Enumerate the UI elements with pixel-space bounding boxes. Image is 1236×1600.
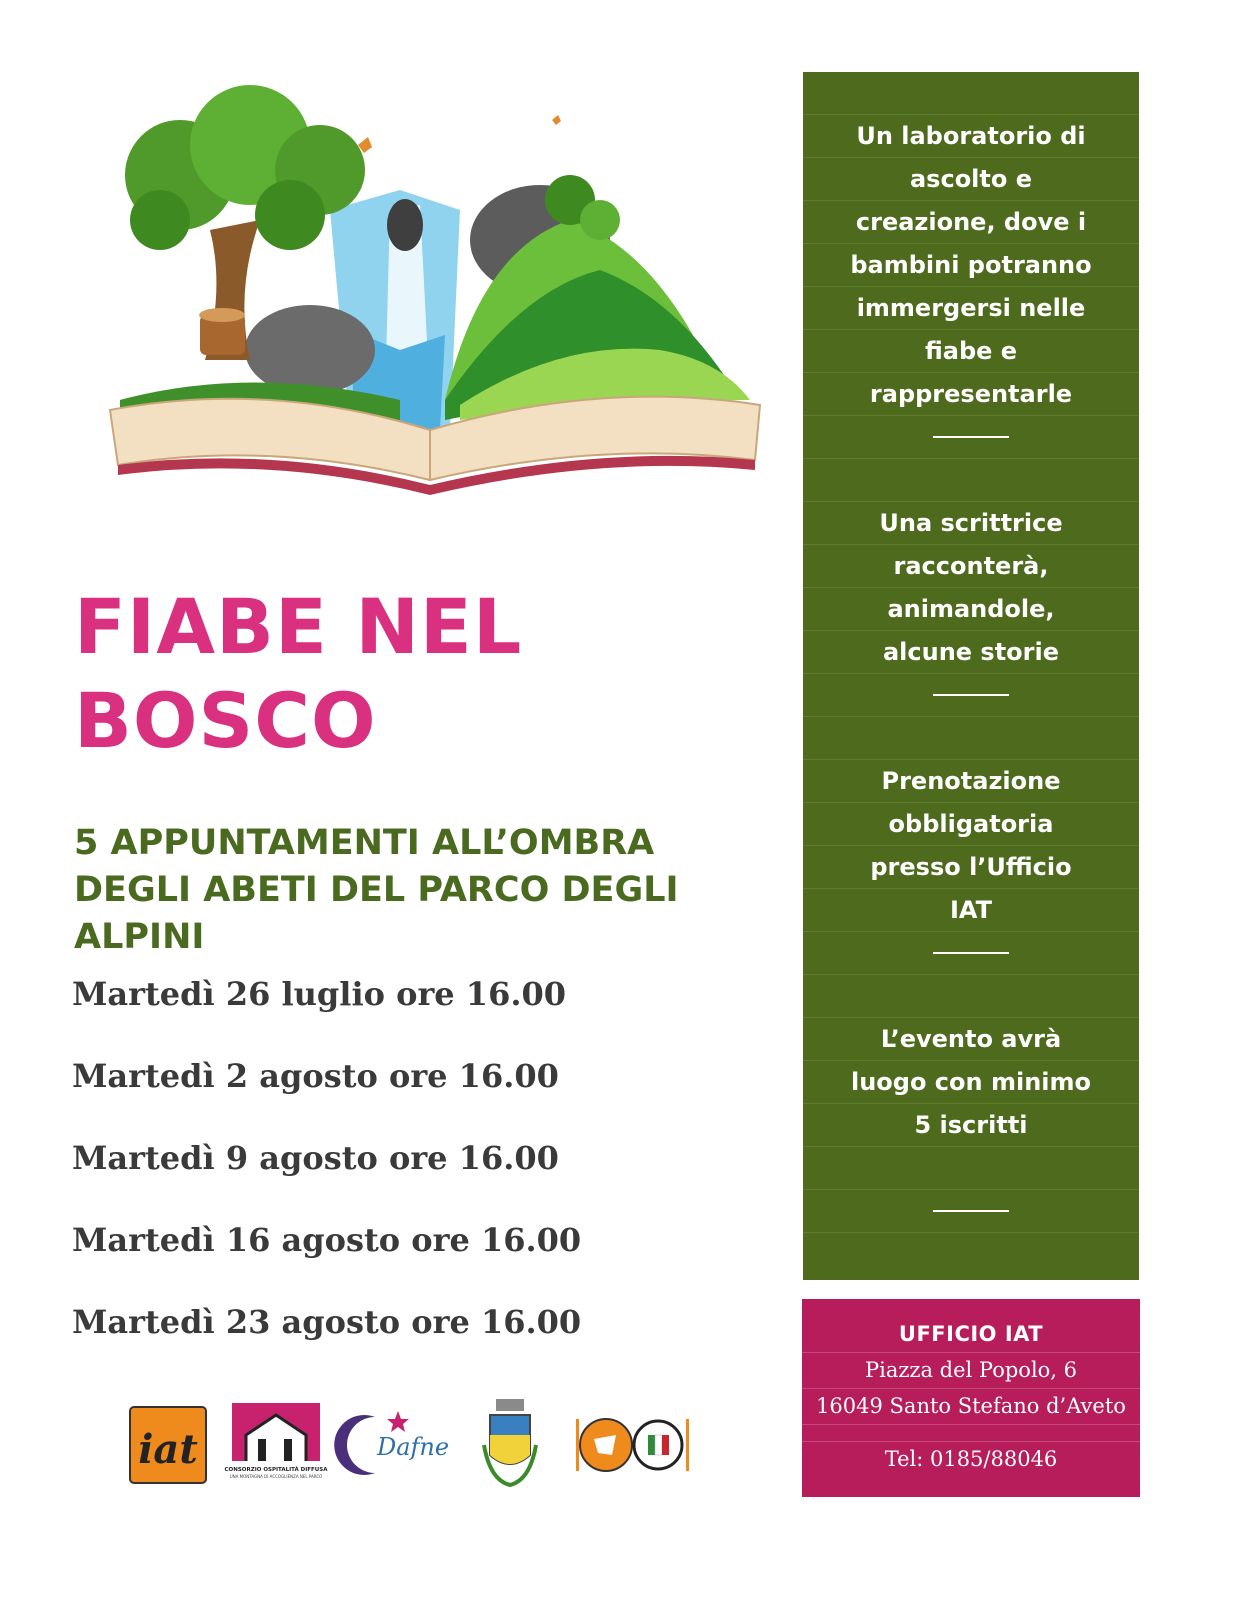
info-line: presso l’Ufficio bbox=[803, 846, 1139, 889]
info-line: Una scrittrice bbox=[803, 502, 1139, 545]
consorzio-ospitalita-logo bbox=[224, 1403, 328, 1483]
dafne-logo bbox=[343, 1407, 458, 1477]
alpini-badges bbox=[576, 1415, 691, 1475]
info-line: obbligatoria bbox=[803, 803, 1139, 846]
info-line: bambini potranno bbox=[803, 244, 1139, 287]
sponsor-logos bbox=[128, 1395, 708, 1495]
svg-text:iat: iat bbox=[138, 1426, 198, 1473]
info-line: luogo con minimo bbox=[803, 1061, 1139, 1104]
iat-logo bbox=[128, 1405, 208, 1485]
info-line: IAT bbox=[803, 889, 1139, 932]
date-item: Martedì 23 agosto ore 16.00 bbox=[72, 1303, 582, 1341]
office-spacer bbox=[802, 1299, 1140, 1317]
info-line: ascolto e bbox=[803, 158, 1139, 201]
info-line: creazione, dove i bbox=[803, 201, 1139, 244]
office-city: 16049 Santo Stefano d’Aveto bbox=[802, 1389, 1140, 1425]
date-item: Martedì 2 agosto ore 16.00 bbox=[72, 1057, 559, 1095]
date-item: Martedì 26 luglio ore 16.00 bbox=[72, 975, 566, 1013]
separator bbox=[803, 416, 1139, 459]
subtitle-line-2: DEGLI ABETI DEL PARCO DEGLI bbox=[74, 870, 679, 910]
info-line: alcune storie bbox=[803, 631, 1139, 674]
office-heading: UFFICIO IAT bbox=[802, 1317, 1140, 1353]
date-item: Martedì 16 agosto ore 16.00 bbox=[72, 1221, 582, 1259]
event-subtitle bbox=[74, 820, 794, 961]
svg-text:Dafne: Dafne bbox=[376, 1433, 450, 1461]
panel-spacer bbox=[803, 72, 1139, 115]
panel-spacer bbox=[803, 1147, 1139, 1190]
date-item: Martedì 9 agosto ore 16.00 bbox=[72, 1139, 559, 1177]
svg-text:UNA MONTAGNA DI ACCOGLIENZA NE: UNA MONTAGNA DI ACCOGLIENZA NEL PARCO bbox=[229, 1474, 323, 1479]
svg-text:CONSORZIO OSPITALITÀ DIFFUSA: CONSORZIO OSPITALITÀ DIFFUSA bbox=[224, 1467, 328, 1473]
subtitle-line-1: 5 APPUNTAMENTI ALL’OMBRA bbox=[74, 823, 655, 863]
open-book-forest-illustration bbox=[100, 100, 790, 520]
separator bbox=[803, 674, 1139, 717]
subtitle-line-3: ALPINI bbox=[74, 917, 205, 957]
separator bbox=[803, 1190, 1139, 1233]
info-line: fiabe e bbox=[803, 330, 1139, 373]
office-phone: Tel: 0185/88046 bbox=[884, 1447, 1058, 1471]
dates-list bbox=[72, 968, 772, 1378]
panel-spacer bbox=[803, 459, 1139, 502]
info-line: racconterà, bbox=[803, 545, 1139, 588]
panel-spacer bbox=[803, 717, 1139, 760]
info-line: 5 iscritti bbox=[803, 1104, 1139, 1147]
office-contact-box bbox=[802, 1299, 1140, 1497]
info-panel bbox=[803, 72, 1139, 1280]
office-spacer bbox=[802, 1425, 1140, 1442]
event-title bbox=[74, 580, 754, 768]
info-line: animandole, bbox=[803, 588, 1139, 631]
panel-spacer bbox=[803, 975, 1139, 1018]
municipal-coat-of-arms bbox=[480, 1395, 540, 1491]
separator bbox=[803, 932, 1139, 975]
info-line: L’evento avrà bbox=[803, 1018, 1139, 1061]
title-line-2: BOSCO bbox=[74, 676, 377, 765]
info-line: Un laboratorio di bbox=[803, 115, 1139, 158]
title-line-1: FIABE NEL bbox=[74, 582, 523, 671]
office-street: Piazza del Popolo, 6 bbox=[802, 1353, 1140, 1389]
info-line: Prenotazione bbox=[803, 760, 1139, 803]
info-line: rappresentarle bbox=[803, 373, 1139, 416]
info-line: immergersi nelle bbox=[803, 287, 1139, 330]
